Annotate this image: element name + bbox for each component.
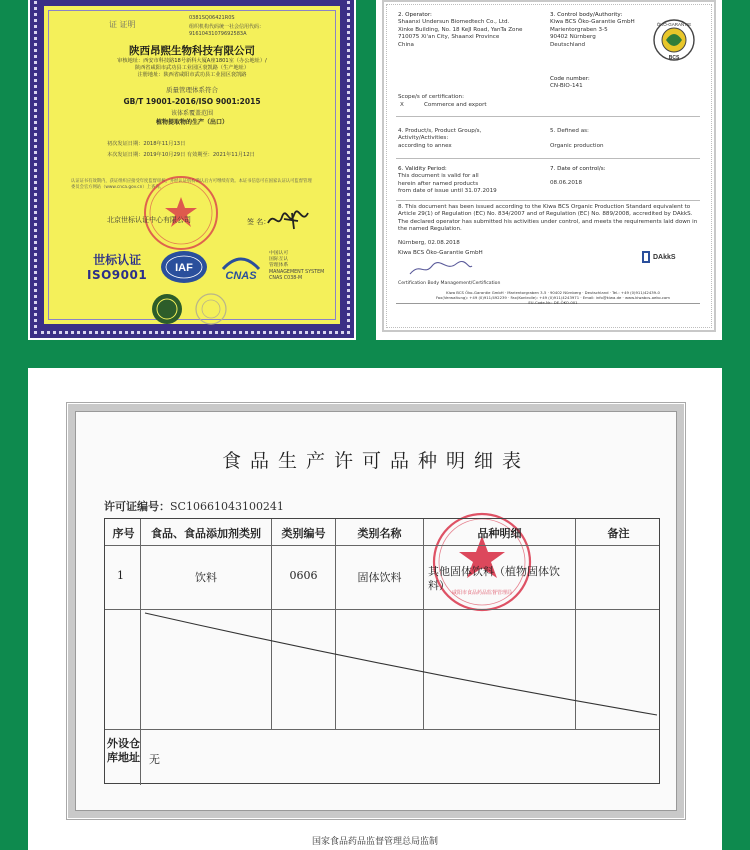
iso-cert-title: 证 证明	[109, 20, 136, 29]
products-value: according to annex	[398, 143, 452, 149]
divider	[396, 116, 700, 117]
iso-dates	[107, 139, 255, 161]
divider	[396, 200, 700, 201]
license-title: 食品生产许可品种明细表	[221, 450, 530, 472]
dakks-logo-icon	[641, 248, 691, 266]
control-date-value: 08.06.2018	[550, 180, 583, 187]
place-date: Nürnberg, 02.08.2018	[398, 240, 460, 246]
operator-block	[398, 12, 548, 49]
code-number-label: Code number:	[550, 76, 590, 82]
dakks-logo-text: DAkkS	[653, 254, 676, 261]
cnas-caption	[269, 251, 324, 282]
void-strike-line	[141, 609, 661, 729]
validity-line: from date of issue until 31.07.2019	[398, 188, 497, 195]
validity-line: herein after named products	[398, 180, 479, 187]
regulation-statement: 8. This document has been issued according to the Kiwa BCS Organic Production Standard equivalent to Article 29(1) of Regulation (EC) No. 834/2007 and of Regulation (EC) No. 889/2008, accredited by DAkkS. The declared operator has submitted his activities under control, and meets the requirements laid down in the named Regulation.	[398, 204, 698, 233]
cnas-caption-line: CNAS C038-M	[269, 275, 303, 281]
iso-certificate-border	[30, 0, 354, 338]
table-row-line	[105, 729, 659, 730]
operator-label: 2. Operator:	[398, 12, 432, 18]
row-detail: 其他固体饮料（植物固体饮料）	[428, 565, 560, 592]
warehouse-value: 无	[149, 753, 160, 766]
organic-issuer: Kiwa BCS Öko-Garantie GmbH	[398, 250, 483, 256]
control-body-label: 3. Control body/Authority:	[550, 12, 623, 18]
iso-registration-no: 0381SQ06421R0S	[189, 15, 235, 21]
operator-line: Xinke Building, No. 18 KeJI Road, YanTa Zone	[398, 26, 523, 33]
iso-standard: GB/T 19001-2016/ISO 9001:2015	[123, 97, 261, 106]
validity-line: This document is valid for all	[398, 173, 479, 180]
row-code: 0606	[289, 569, 318, 582]
oeko-garantie-logo-icon	[652, 18, 696, 62]
scope-value: Commerce and export	[424, 102, 487, 108]
control-date-label: 7. Date of control/s:	[550, 166, 606, 172]
cnas-caption-line: MANAGEMENT SYSTEM	[269, 269, 325, 275]
license-table	[104, 518, 660, 784]
oeko-logo-text: ÖKO-GARANTIE	[656, 22, 692, 27]
validity-label: 6. Validity Period:	[398, 166, 447, 172]
cnas-logo-icon	[217, 251, 265, 283]
table-row-line	[105, 545, 659, 546]
products-label: 4. Product/s, Product Group/s, Activity/Activities:	[398, 128, 482, 142]
row-index: 1	[117, 569, 124, 582]
organic-footer-line: Fax(Verwaltung): +49 (0)911/492239 · Fax(Kontrolle): +49 (0)911/4243971 · Email: info@kiwa.de · www.kiwabcs-oeko.com	[435, 295, 671, 300]
cnas-caption-line: 中国认可	[269, 251, 289, 256]
scope-label: Scope/s of certification:	[398, 94, 464, 100]
signature-caption: Certification Body Management/Certification	[398, 281, 501, 286]
organic-footer-line: Kiwa BCS Öko-Garantie GmbH · Marientorgraben 3-5 · 90402 Nürnberg · Deutschland · Tel.: +49 (0)911/42439-0	[446, 290, 660, 295]
cnas-logo-text: CNAS	[225, 270, 257, 282]
iso-address-line: 陕西省咸阳市武功县工业园区衮凯路（生产地址）	[134, 65, 250, 71]
cnas-caption-line: 管理体系	[269, 263, 289, 269]
iso-signature-label: 签 名：	[247, 218, 271, 226]
validity-block	[398, 166, 538, 196]
header-detail: 品种明细	[477, 527, 522, 540]
iso-address	[49, 58, 335, 79]
code-number-value: CN-BIO-141	[550, 83, 583, 90]
license-number	[104, 498, 284, 514]
operator-line: China	[398, 41, 414, 48]
operator-line: Shaanxi Undersun Biomedtech Co., Ltd.	[398, 19, 510, 26]
iso-credit-code: 91610431079692583A	[189, 31, 247, 37]
license-number-value: SC10661043100241	[170, 500, 284, 513]
control-body-line: 90402 Nürnberg	[550, 34, 596, 41]
cnas-caption-line: 国际互认	[269, 257, 289, 263]
shibiao-logo	[87, 251, 147, 282]
license-footer: 国家食品药品监督管理总局监制	[311, 837, 438, 847]
organic-certificate-card	[376, 0, 722, 340]
header-remark: 备注	[607, 527, 630, 540]
iso-certificate-inner	[48, 10, 336, 320]
control-body-block	[550, 12, 650, 49]
iaf-logo-icon	[159, 249, 209, 285]
iso-signature-icon	[264, 209, 314, 231]
iso-address-line: 审核地址：西安市科技路18号新科大厦A座1801室（办公地址）/	[117, 58, 267, 64]
control-body-line: Kiwa BCS Öko-Garantie GmbH	[550, 19, 635, 26]
iso-bottom-emblems-icon	[149, 291, 289, 327]
iso-system-label: 质量管理体系符合	[166, 86, 218, 94]
control-body-line: Marientorgraben 3-5	[550, 26, 608, 33]
warehouse-label: 外设仓库地址	[107, 737, 140, 764]
food-license-border	[68, 404, 684, 818]
iso-address-line: 注册地址：陕西省咸阳市武功县工业园区衮凯路	[137, 72, 247, 78]
iso-notes: 认证证书有效期内，获证组织应接受年度监督审核，并经认证机构确认后方可继续有效。本证书信息可在国家认证认可监督管理委员会官方网站（www.cnca.gov.cn）上查询。	[71, 179, 312, 190]
iaf-logo-text: IAF	[175, 262, 193, 274]
iso-registration-note: 组织机构代码统一社会信用代码：	[189, 24, 265, 30]
iso9001-logo-text: ISO9001	[87, 268, 148, 282]
food-license-card	[28, 368, 722, 850]
license-number-label: 许可证编号：	[104, 500, 170, 513]
header-category: 食品、食品添加剂类别	[151, 527, 261, 540]
iso-date-line: 本次发证日期：2019年10月29日 有效期至：2021年11月12日	[107, 152, 255, 158]
control-date-block	[550, 166, 606, 188]
license-seal-text: 咸阳市食品药品监督管理局	[451, 590, 513, 596]
iso-date-line: 初次发证日期：2018年11月13日	[107, 141, 186, 147]
operator-line: 710075 Xi'an City, Shaanxi Province	[398, 34, 500, 41]
defined-as-label: 5. Defined as:	[550, 128, 589, 134]
organic-footer	[398, 290, 708, 305]
row-name: 固体饮料	[357, 571, 402, 584]
shibiao-logo-text: 世标认证	[93, 253, 142, 267]
iso-red-seal-icon	[141, 173, 221, 253]
iso-scope: 植物提取物的生产（出口）	[155, 119, 228, 126]
control-body-line: Deutschland	[550, 41, 586, 48]
food-license-paper	[75, 411, 677, 811]
eu-code: EU-Code-Nr.: DE-ÖKO-001	[528, 300, 578, 305]
header-index: 序号	[112, 527, 135, 540]
defined-as-value: Organic production	[550, 143, 604, 149]
header-code: 类别编号	[281, 527, 326, 540]
iso-certificate-card	[28, 0, 356, 340]
oeko-logo-sub: BCS	[668, 55, 680, 61]
iso-company-name: 陕西昂熙生物科技有限公司	[129, 45, 255, 57]
code-number-block	[550, 76, 590, 91]
iso-scope-label: 该体系覆盖范围	[170, 110, 213, 117]
organic-signature-icon	[406, 258, 476, 280]
row-category: 饮料	[195, 571, 217, 584]
iso-issuer: 北京世标认证中心有限公司	[107, 216, 191, 224]
divider	[396, 158, 700, 159]
header-name: 类别名称	[357, 527, 402, 540]
scope-checkbox: X	[400, 102, 404, 108]
